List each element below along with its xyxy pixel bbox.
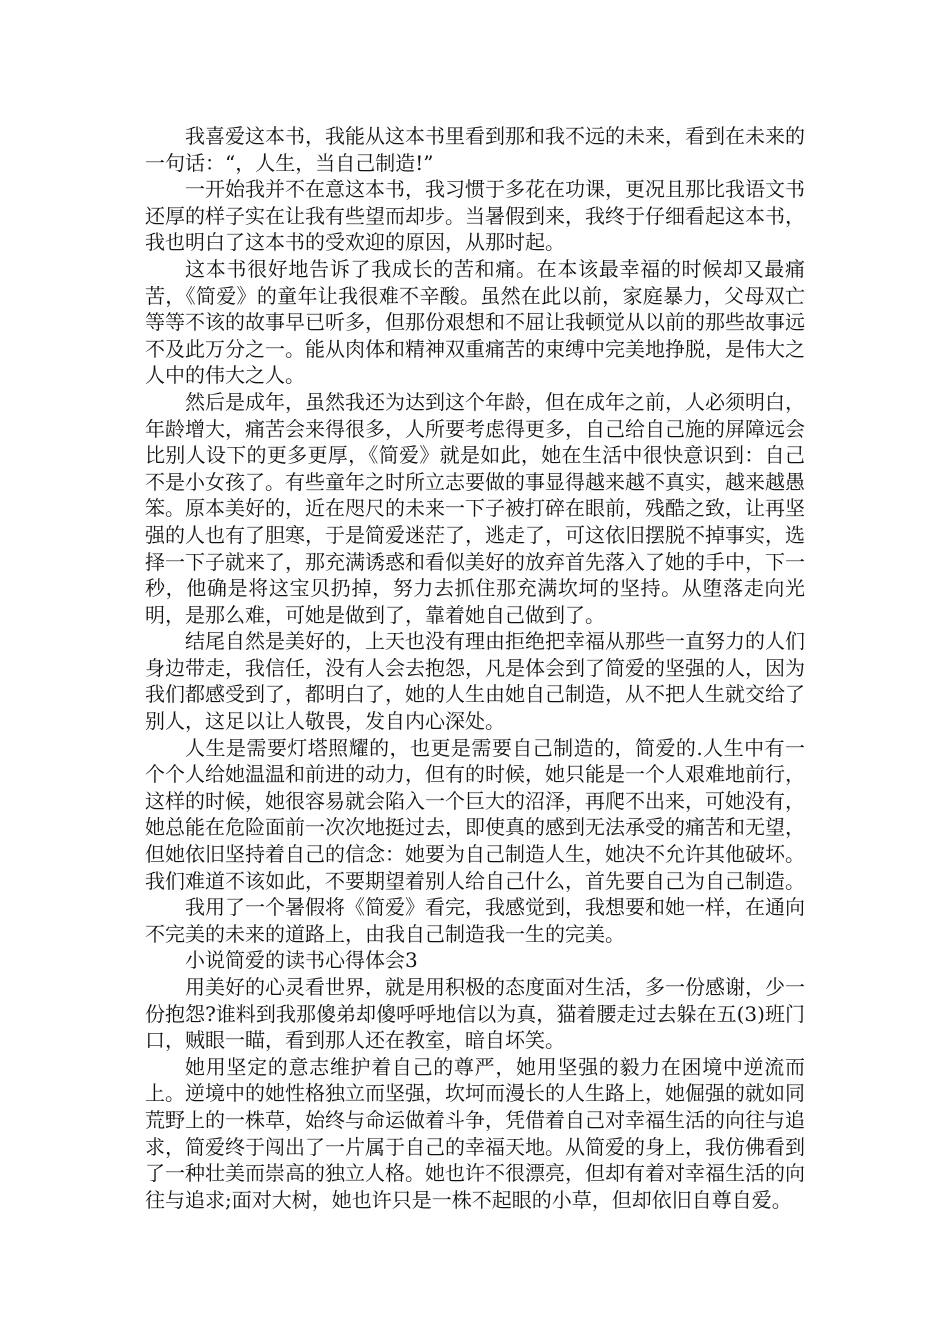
paragraph-3: 这本书很好地告诉了我成长的苦和痛。在本该最幸福的时候却又最痛苦，《简爱》的童年让我很难不辛酸。虽然在此以前，家庭暴力，父母双亡等等不该的故事早已听多，但那份艰想和不屈让我顿觉从以前的那些故事远不及此万分之一。能从肉体和精神双重痛苦的束缚中完美地挣脱，是伟大之人中的伟大之人。 bbox=[145, 256, 805, 388]
document-body bbox=[145, 123, 805, 1213]
paragraph-9: 她用坚定的意志维护着自己的尊严，她用坚强的毅力在困境中逆流而上。逆境中的她性格独立而坚强，坎坷而漫长的人生路上，她倔强的就如同荒野上的一株草，始终与命运做着斗争，凭借着自己对幸福生活的向往与追求，简爱终于闯出了一片属于自己的幸福天地。从简爱的身上，我仿佛看到了一种壮美而崇高的独立人格。她也许不很漂亮，但却有着对幸福生活的向往与追求;面对大树，她也许只是一株不起眼的小草，但却依旧自尊自爱。 bbox=[145, 1054, 805, 1212]
paragraph-1: 我喜爱这本书，我能从这本书里看到那和我不远的未来，看到在未来的一句话：“，人生，当自己制造!” bbox=[145, 124, 805, 175]
paragraph-8: 用美好的心灵看世界，就是用积极的态度面对生活，多一份感谢，少一份抱怨?谁料到我那傻弟却傻呼呼地信以为真，猫着腰走过去躲在五(3)班门口，贼眼一瞄，看到那人还在教室，暗自坏笑。 bbox=[145, 975, 805, 1053]
paragraph-2: 一开始我并不在意这本书，我习惯于多花在功课，更况且那比我语文书还厚的样子实在让我有些望而却步。当暑假到来，我终于仔细看起这本书，我也明白了这本书的受欢迎的原因，从那时起。 bbox=[145, 177, 805, 255]
paragraph-6: 人生是需要灯塔照耀的，也更是需要自己制造的，简爱的.人生中有一个个人给她温温和前进的动力，但有的时候，她只能是一个人艰难地前行，这样的时候，她很容易就会陷入一个巨大的沼泽，再爬不出来，可她没有，她总能在危险面前一次次地挺过去，即使真的感到无法承受的痛苦和无望，但她依旧坚持着自己的信念：她要为自己制造人生，她决不允许其他破坏。我们难道不该如此，不要期望着别人给自己什么，首先要自己为自己制造。 bbox=[145, 735, 805, 893]
paragraph-4: 然后是成年，虽然我还为达到这个年龄，但在成年之前，人必须明白，年龄增大，痛苦会来得很多，人所要考虑得更多，自己给自己施的屏障远会比别人设下的更多更厚，《简爱》就是如此，她在生活中很快意识到：自己不是小女孩了。有些童年之时所立志要做的事显得越来越不真实，越来越愚笨。原本美好的，近在咫尺的未来一下子被打碎在眼前，残酷之致，让再坚强的人也有了胆寒，于是简爱迷茫了，逃走了，可这依旧摆脱不掉事实，选择一下子就来了，那充满诱惑和看似美好的放弃首先落入了她的手中，下一秒，他确是将这宝贝扔掉，努力去抓住那充满坎坷的坚持。从堕落走向光明，是那么难，可她是做到了，靠着她自己做到了。 bbox=[145, 389, 805, 627]
section-heading: 小说简爱的读书心得体会3 bbox=[185, 948, 418, 973]
paragraph-5: 结尾自然是美好的，上天也没有理由拒绝把幸福从那些一直努力的人们身边带走，我信任，没有人会去抱怨，凡是体会到了简爱的坚强的人，因为我们都感受到了，都明白了，她的人生由她自己制造，从不把人生就交给了别人，这足以让人敬畏，发自内心深处。 bbox=[145, 629, 805, 734]
paragraph-7: 我用了一个暑假将《简爱》看完，我感觉到，我想要和她一样，在通向不完美的未来的道路上，由我自己制造我一生的完美。 bbox=[145, 895, 805, 946]
